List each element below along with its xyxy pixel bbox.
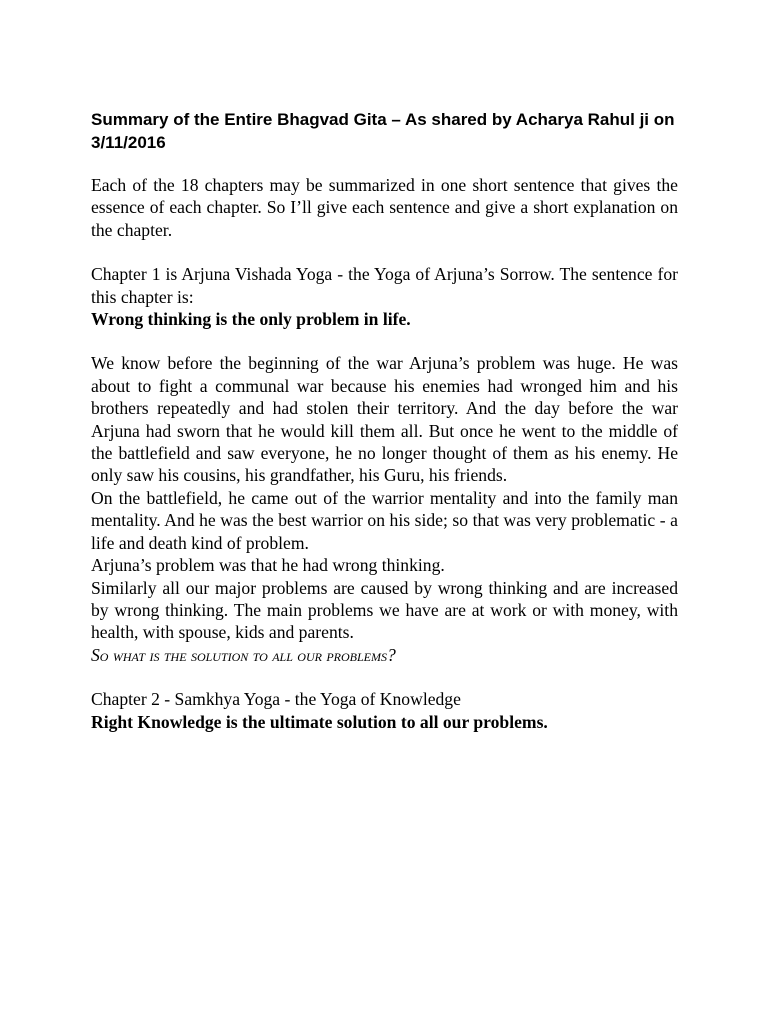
chapter1-heading-b: the Yoga of Arjuna’s Sorrow — [348, 264, 551, 285]
intro-paragraph — [91, 174, 678, 241]
chapter1-paragraph-1: We know before the beginning of the war Arjuna’s problem was huge. He was about to fight a communal war because his enemies had wronged him and his brothers repeatedly and had stolen their territory. And the day before the war Arjuna had sworn that he would kill them all. But once he went to the middle of the battlefield and saw everyone, he no longer thought of them as his enemy. He only saw his cousins, his grandfather, his Guru, his friends. — [91, 353, 678, 486]
chapter1-paragraph-2: On the battlefield, he came out of the warrior mentality and into the family man mentality. And he was the best warrior on his side; so that was very problematic - a life and death kind of problem. — [91, 487, 678, 553]
chapter2-sentence: Right Knowledge is the ultimate solution to all our problems. — [91, 711, 548, 732]
intro-text-2: the essence of each chapter — [91, 175, 678, 218]
chapter1-heading-a: Chapter 1 is Arjuna Vishada Yoga - — [91, 264, 349, 285]
chapter1-paragraph-3: Arjuna’s problem was that he had wrong thinking. — [91, 555, 445, 576]
chapter1-heading-c: . The sentence for this chapter is: — [91, 264, 679, 307]
chapter1-heading — [91, 263, 678, 308]
intro-text-1: Each of the 18 chapters may be summarized in one short sentence that gives — [91, 175, 651, 195]
chapter1-sentence: Wrong thinking is the only problem in life. — [91, 309, 411, 330]
chapter2-heading: Chapter 2 - Samkhya Yoga - the Yoga of Knowledge — [91, 689, 461, 710]
document-title: Summary of the Entire Bhagvad Gita – As shared by Acharya Rahul ji on 3/11/2016 — [91, 110, 675, 152]
intro-text-3: . So I’ll give each sentence and give a short explanation on the chapter. — [91, 197, 678, 240]
chapter1-question: So what is the solution to all our problems? — [91, 644, 396, 665]
chapter1-paragraph-4: Similarly all our major problems are caused by wrong thinking and are increased by wrong thinking. The main problems we have are at work or with money, with health, with spouse, kids and parents. — [91, 577, 678, 643]
